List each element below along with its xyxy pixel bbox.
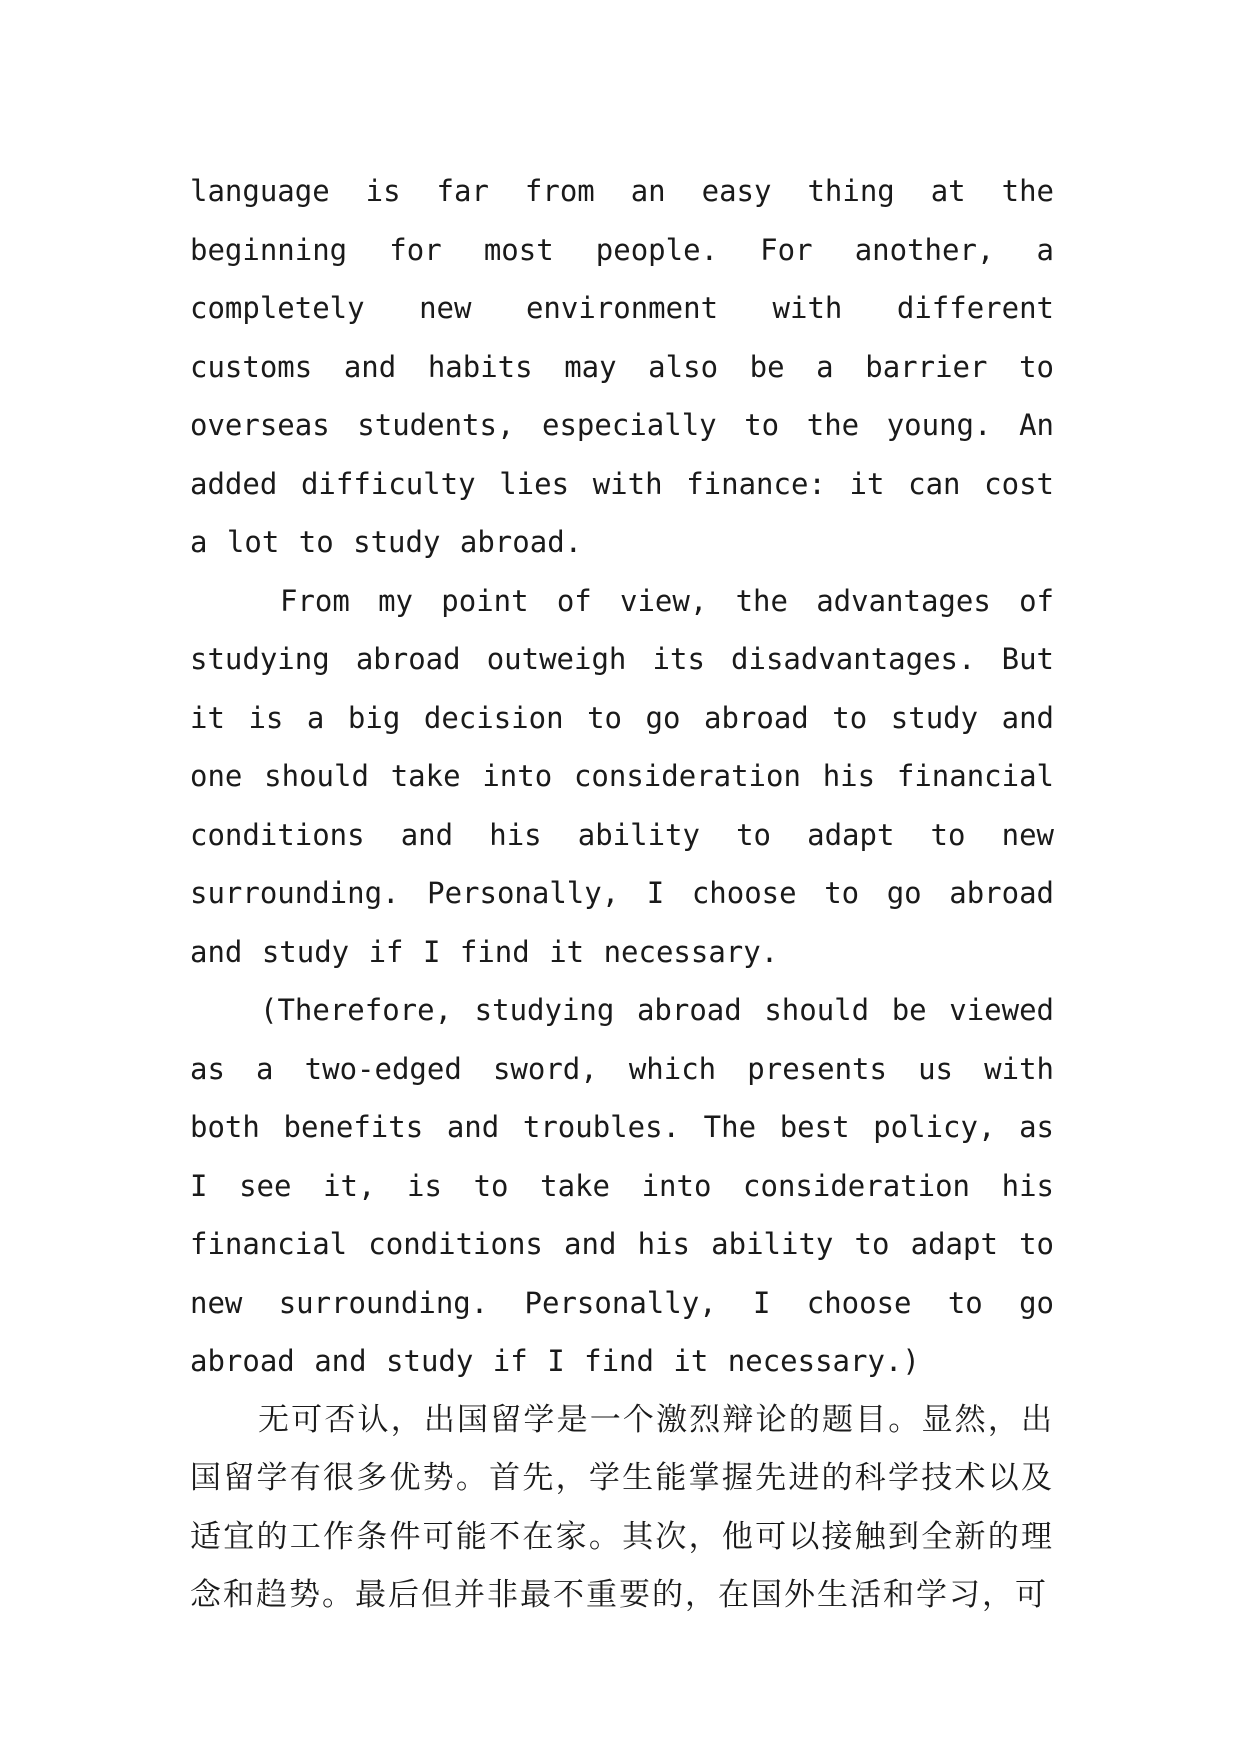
paragraph-alternative-conclusion: (Therefore, studying abroad should be viewed as a two-edged sword, which presents us with both benefits and troubles. The best policy, as I see it, is to take into consideration his financial conditions and his ability to adapt to new surrounding. Personally, I choose to go abroad and study if I find it necessary.) [190,993,1054,1378]
paragraph-continuation: language is far from an easy thing at the beginning for most people. For another, a completely new environment with different customs and habits may also be a barrier to overseas students, especially to the young. An added difficulty lies with finance: it can cost a lot to study abroad. [190,174,1054,559]
body-text [190,162,1054,1625]
paragraph-point-of-view: From my point of view, the advantages of studying abroad outweigh its disadvantages. But it is a big decision to go abroad to study and one should take into consideration his financial conditions and his ability to adapt to new surrounding. Personally, I choose to go abroad and study if I find it necessary. [190,583,1054,969]
paragraph-chinese-translation: 无可否认，出国留学是一个激烈辩论的题目。显然，出国留学有很多优势。首先，学生能掌握先进的科学技术以及适宜的工作条件可能不在家。其次，他可以接触到全新的理念和趋势。最后但并非最不重要的，在国外生活和学习，可 [190,1401,1054,1613]
